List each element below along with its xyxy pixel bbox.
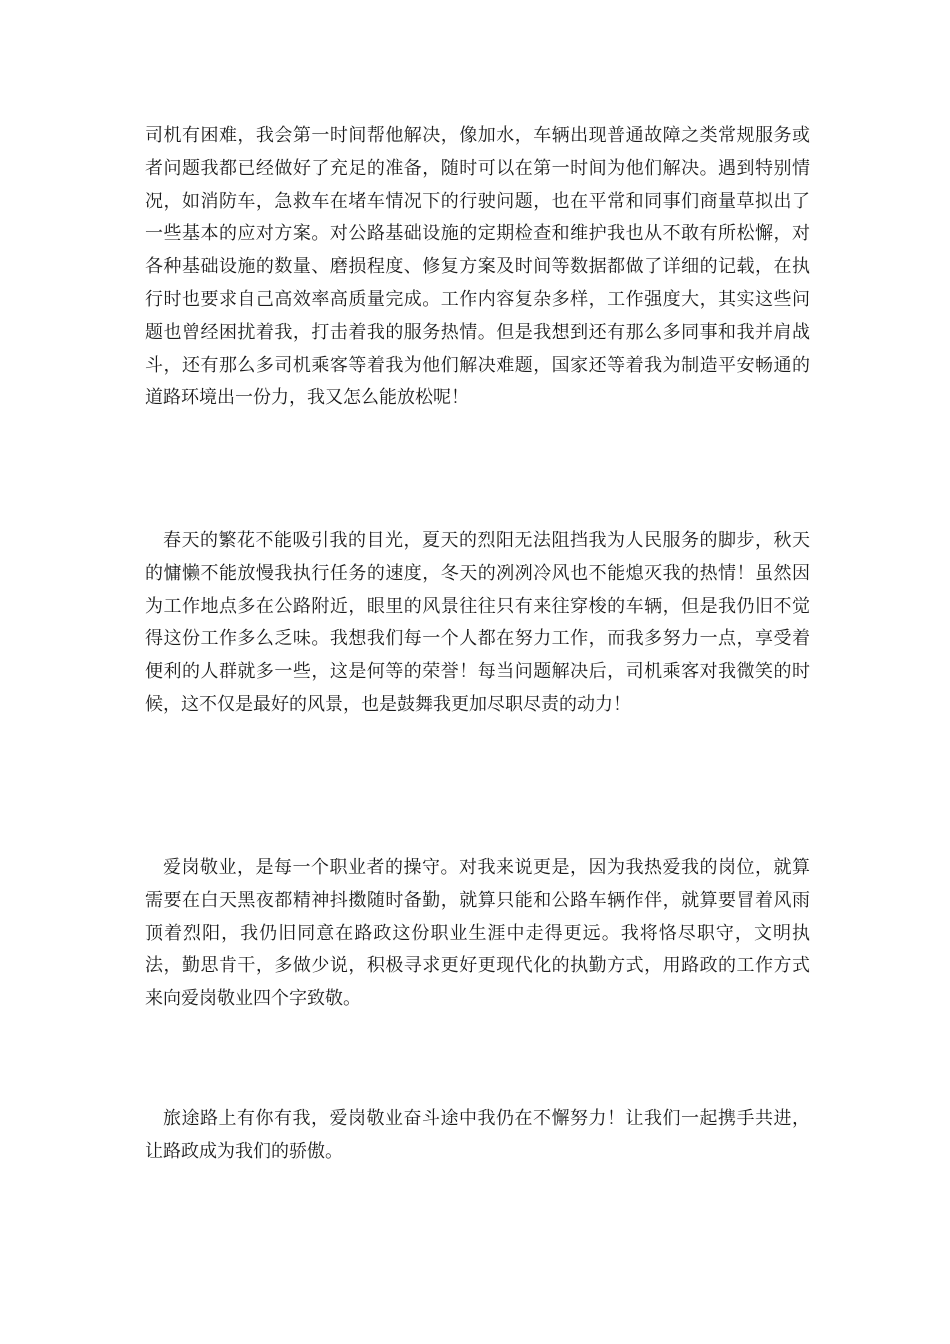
paragraph-3: 爱岗敬业，是每一个职业者的操守。对我来说更是，因为我热爱我的岗位，就算需要在白天黑夜都精神抖擞随时备勤，就算只能和公路车辆作伴，就算要冒着风雨顶着烈阳，我仍旧同意在路政这份职业生涯中走得更远。我将恪尽职守，文明执法，勤思肯干，多做少说，积极寻求更好更现代化的执勤方式，用路政的工作方式来向爱岗敬业四个字致敬。 [145,857,810,1010]
paragraph-2: 春天的繁花不能吸引我的目光，夏天的烈阳无法阻挡我为人民服务的脚步，秋天的慵懒不能放慢我执行任务的速度，冬天的冽冽冷风也不能熄灭我的热情！虽然因为工作地点多在公路附近，眼里的风景往往只有来往穿梭的车辆，但是我仍旧不觉得这份工作多么乏味。我想我们每一个人都在努力工作，而我多努力一点，享受着便利的人群就多一些，这是何等的荣誉！每当问题解决后，司机乘客对我微笑的时候，这不仅是最好的风景，也是鼓舞我更加尽职尽责的动力！ [145,530,810,715]
paragraph-1: 司机有困难，我会第一时间帮他解决，像加水，车辆出现普通故障之类常规服务或者问题我都已经做好了充足的准备，随时可以在第一时间为他们解决。遇到特别情况，如消防车，急救车在堵车情况下的行驶问题，也在平常和同事们商量草拟出了一些基本的应对方案。对公路基础设施的定期检查和维护我也从不敢有所松懈，对各种基础设施的数量、磨损程度、修复方案及时间等数据都做了详细的记载，在执行时也要求自己高效率高质量完成。工作内容复杂多样，工作强度大，其实这些问题也曾经困扰着我，打击着我的服务热情。但是我想到还有那么多同事和我并肩战斗，还有那么多司机乘客等着我为他们解决难题，国家还等着我为制造平安畅通的道路环境出一份力，我又怎么能放松呢！ [145,125,810,409]
paragraph-4: 旅途路上有你有我，爱岗敬业奋斗途中我仍在不懈努力！让我们一起携手共进，让路政成为我们的骄傲。 [145,1108,810,1162]
